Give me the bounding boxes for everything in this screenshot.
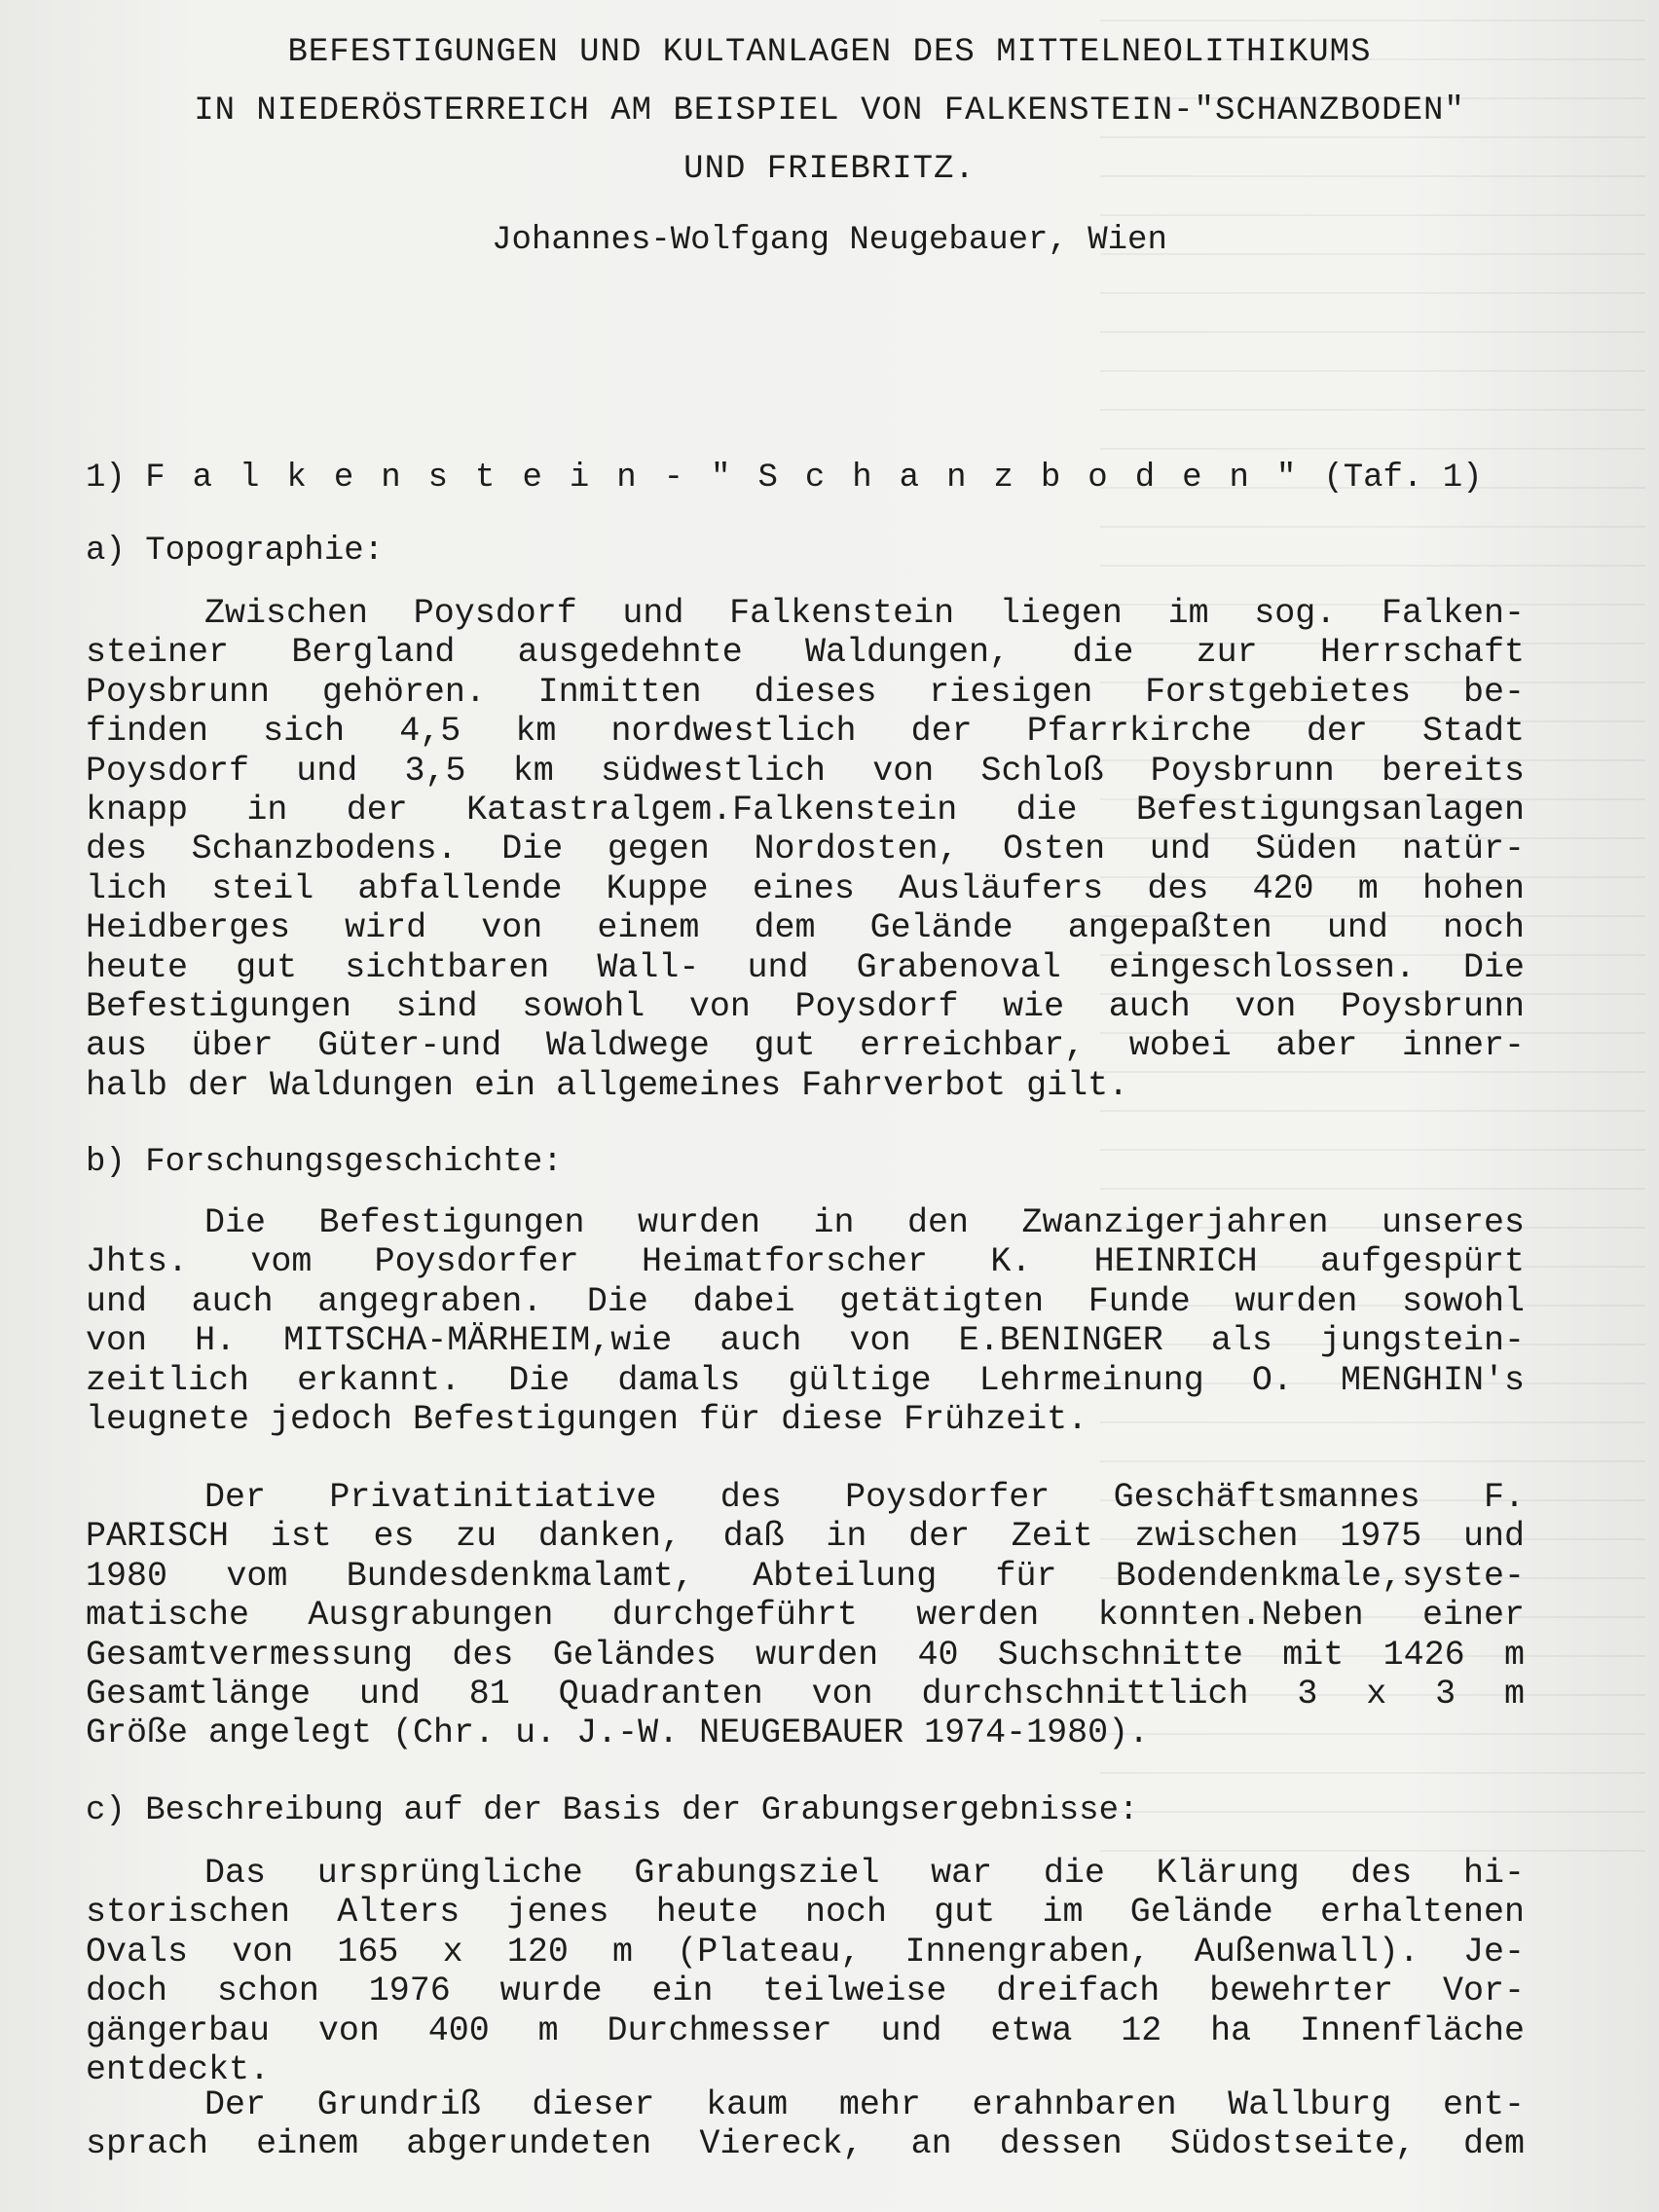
text-line: Die Befestigungen wurden in den Zwanzigerjahren unseres [204,1203,1525,1242]
text-line: Zwischen Poysdorf und Falkenstein liegen im sog. Falken- [204,594,1525,633]
author-line: Johannes-Wolfgang Neugebauer, Wien [492,222,1167,259]
text-line: storischen Alters jenes heute noch gut im Gelände erhaltenen [86,1893,1525,1933]
text-line: lich steil abfallende Kuppe eines Ausläufers des 420 m hohen [86,868,1525,908]
text-line: zeitlich erkannt. Die damals gültige Lehrmeinung O. MENGHIN's [86,1360,1525,1400]
section-number: 1) [86,460,126,497]
text-line: PARISCH ist es zu danken, daß in der Zeit zwischen 1975 und [86,1517,1525,1557]
text-line: Gesamtvermessung des Geländes wurden 40 Suchschnitte mit 1426 m [86,1635,1525,1675]
text-line: Heidberges wird von einem dem Gelände angepaßten und noch [86,908,1525,948]
text-line: des Schanzbodens. Die gegen Nordosten, Osten und Süden natür- [86,830,1525,869]
text-line: Ovals von 165 x 120 m (Plateau, Innengraben, Außenwall). Je- [86,1932,1525,1972]
text-line: Gesamtlänge und 81 Quadranten von durchschnittlich 3 x 3 m [86,1674,1525,1714]
subsection-heading-beschreibung: c) Beschreibung auf der Basis der Grabungsergebnisse: [86,1792,1139,1829]
text-line: Poysbrunn gehören. Inmitten dieses riesigen Forstgebietes be- [86,672,1525,712]
text-line: Befestigungen sind sowohl von Poysdorf wie auch von Poysbrunn [86,986,1525,1026]
text-line: entdeckt. [86,2049,271,2089]
text-line: 1980 vom Bundesdenkmalamt, Abteilung für Bodendenkmale,syste- [86,1556,1525,1596]
text-line: Jhts. vom Poysdorfer Heimatforscher K. HEINRICH aufgespürt [86,1242,1525,1282]
text-line: Das ursprüngliche Grabungsziel war die Klärung des hi- [204,1854,1525,1893]
paragraph-topographie [86,594,1525,1105]
paragraph-beschreibung-2 [86,2085,1525,2164]
paragraph-forschungsgeschichte-2 [86,1478,1525,1753]
text-line: steiner Bergland ausgedehnte Waldungen, die zur Herrschaft [86,633,1525,673]
text-line: finden sich 4,5 km nordwestlich der Pfarrkirche der Stadt [86,712,1525,752]
subsection-heading-forschungsgeschichte: b) Forschungsgeschichte: [86,1144,563,1181]
text-line: matische Ausgrabungen durchgeführt werden konnten.Neben einer [86,1596,1525,1636]
text-line: knapp in der Katastralgem.Falkenstein die Befestigungsanlagen [86,790,1525,830]
text-line: Der Grundriß dieser kaum mehr erahnbaren Wallburg ent- [204,2085,1525,2124]
title-line-1: BEFESTIGUNGEN UND KULTANLAGEN DES MITTELNEOLITHIKUMS [287,34,1372,71]
subsection-heading-topographie: a) Topographie: [86,533,385,570]
text-line: Der Privatinitiative des Poysdorfer Geschäftsmannes F. [204,1478,1525,1517]
title-line-3: UND FRIEBRITZ. [683,151,976,188]
text-line: leugnete jedoch Befestigungen für diese Frühzeit. [86,1399,1088,1439]
text-line: sprach einem abgerundeten Viereck, an dessen Südostseite, dem [86,2124,1525,2164]
text-line: von H. MITSCHA-MÄRHEIM,wie auch von E.BENINGER als jungstein- [86,1321,1525,1361]
text-line: Größe angelegt (Chr. u. J.-W. NEUGEBAUER 1974-1980). [86,1714,1150,1753]
text-line: Poysdorf und 3,5 km südwestlich von Schloß Poysbrunn bereits [86,751,1525,791]
section-ref: (Taf. 1) [1323,460,1483,497]
text-line: und auch angegraben. Die dabei getätigten Funde wurden sowohl [86,1281,1525,1321]
title-line-2: IN NIEDERÖSTERREICH AM BEISPIEL VON FALKENSTEIN-"SCHANZBODEN" [194,92,1465,129]
paragraph-beschreibung-1 [86,1854,1525,2089]
text-line: halb der Waldungen ein allgemeines Fahrverbot gilt. [86,1065,1129,1105]
text-line: gängerbau von 400 m Durchmesser und etwa 12 ha Innenfläche [86,2010,1525,2050]
paragraph-forschungsgeschichte-1 [86,1203,1525,1439]
text-line: doch schon 1976 wurde ein teilweise dreifach bewehrter Vor- [86,1972,1525,2011]
section-title: Falkenstein-"Schanzboden" [145,460,1324,497]
text-line: aus über Güter-und Waldwege gut erreichbar, wobei aber inner- [86,1026,1525,1066]
section-heading [86,454,1483,502]
text-line: heute gut sichtbaren Wall- und Grabenoval eingeschlossen. Die [86,947,1525,987]
